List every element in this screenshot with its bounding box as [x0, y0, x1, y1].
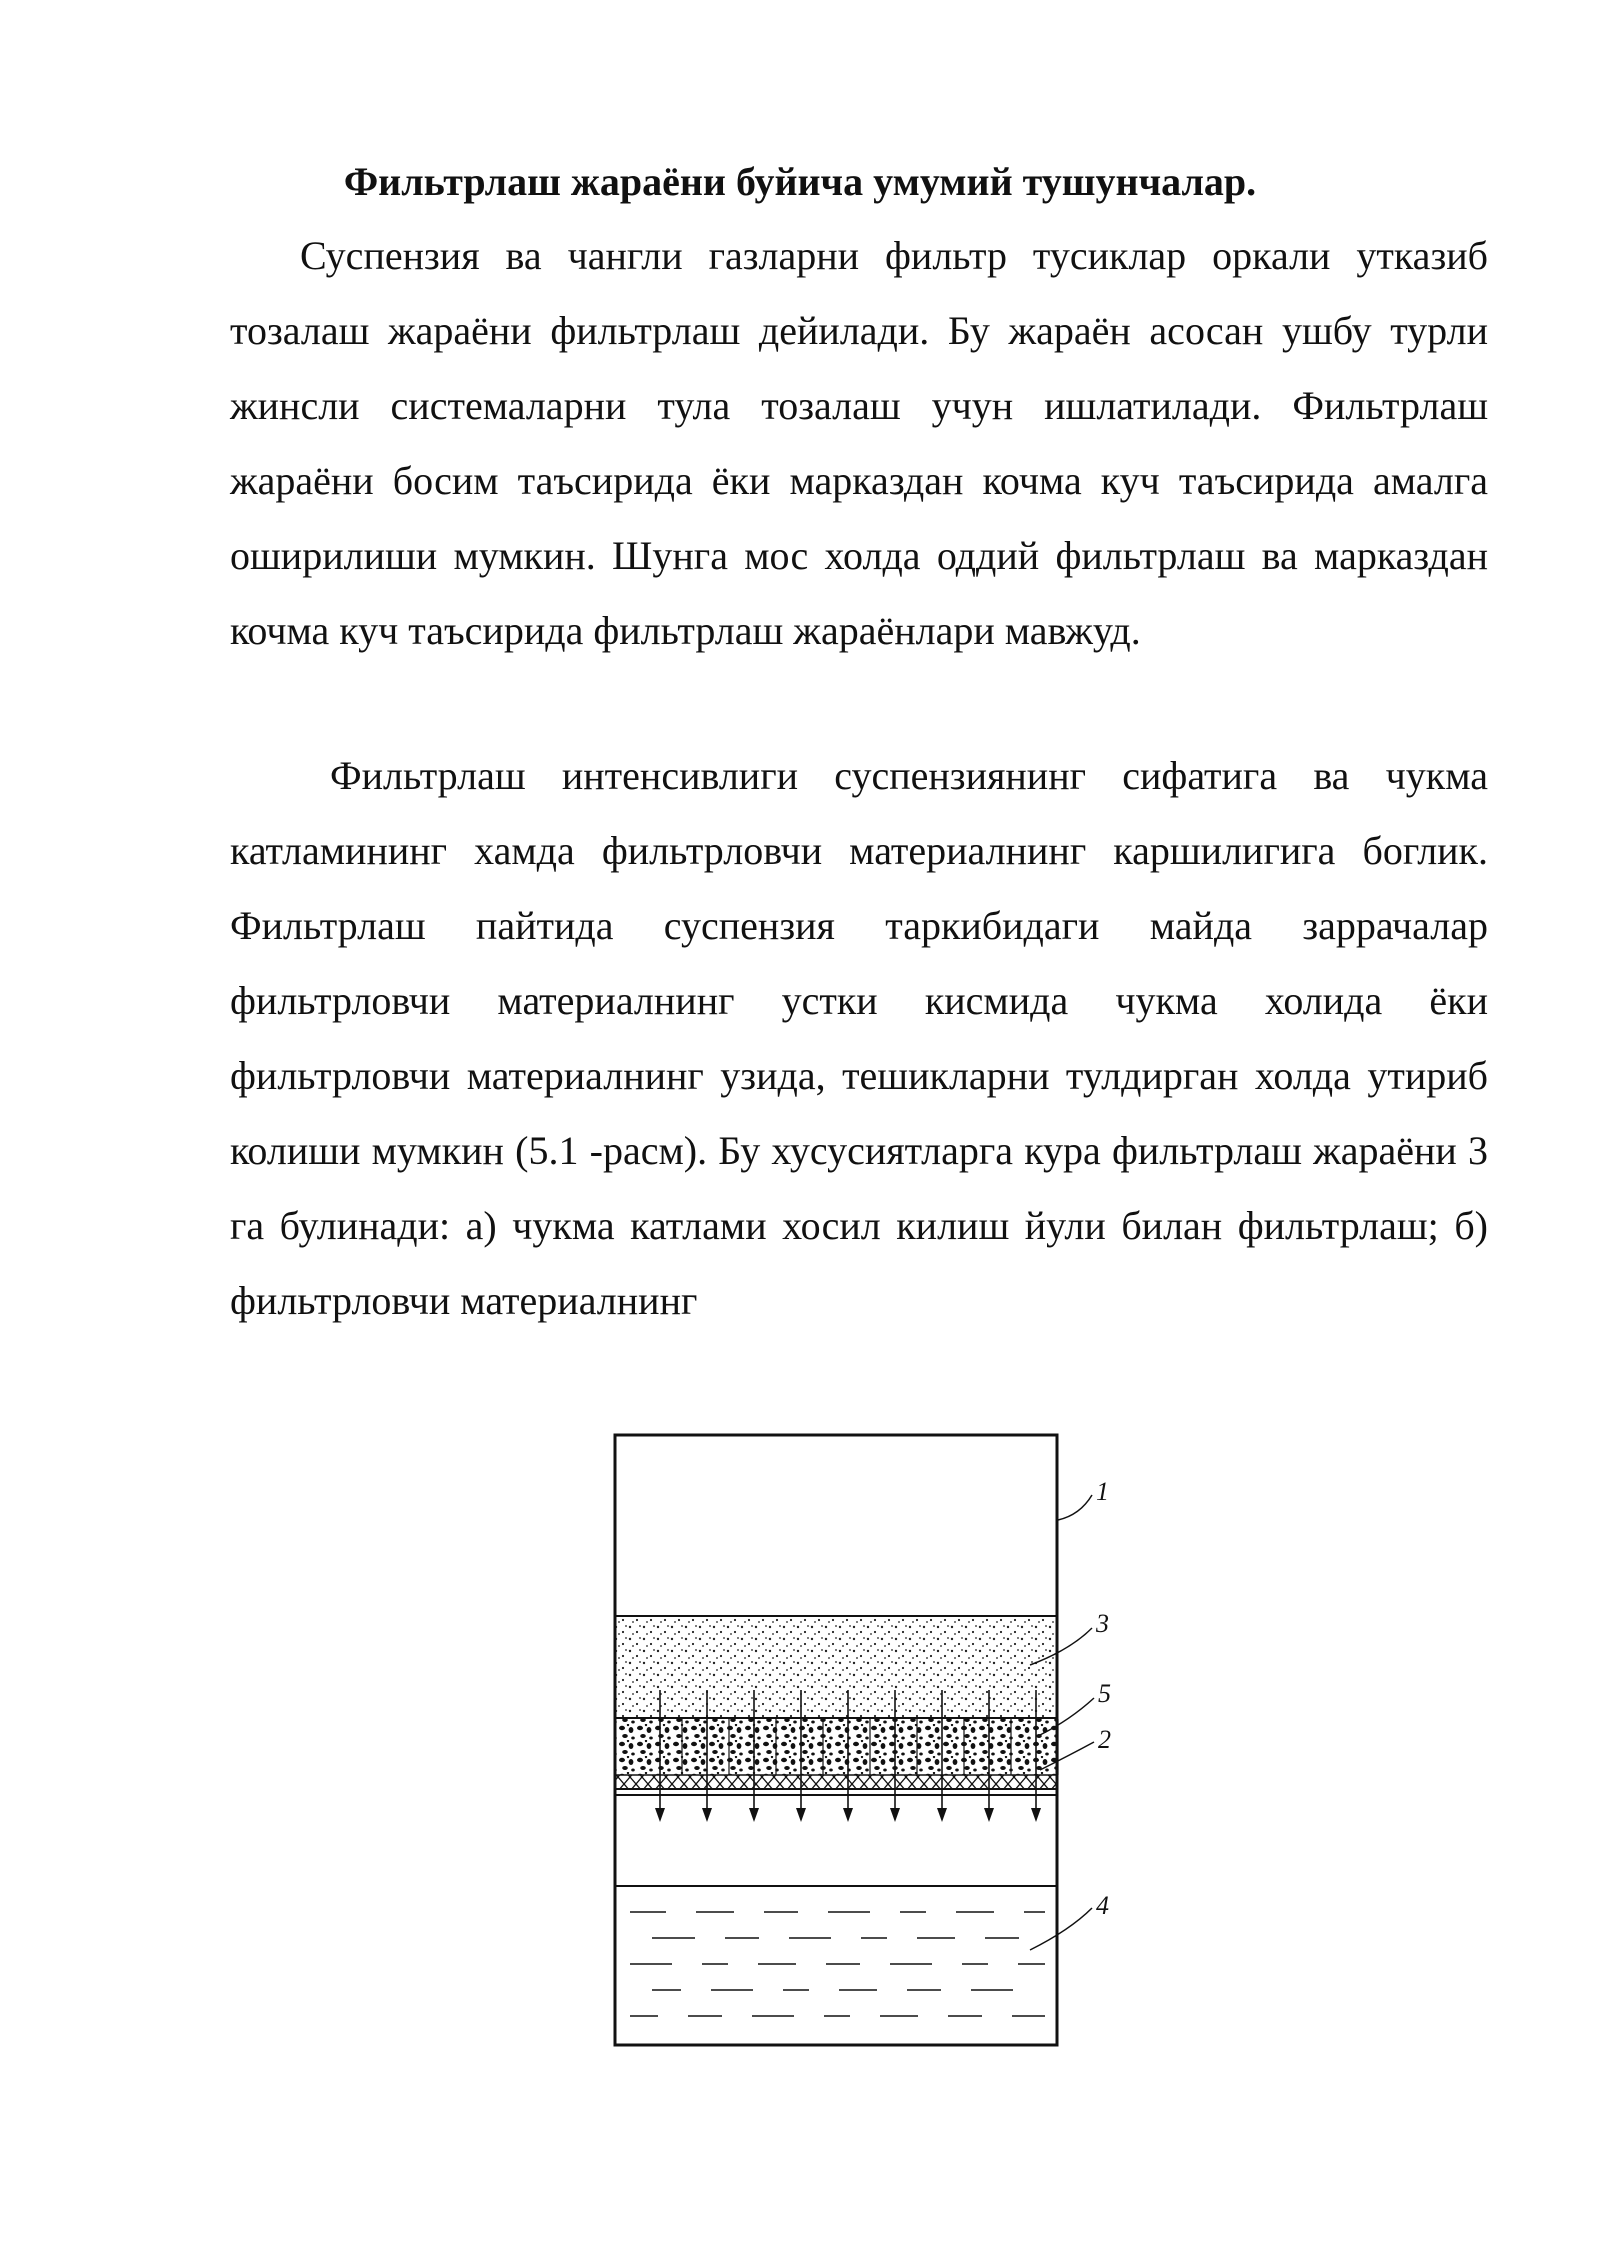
label-4: 4	[1096, 1891, 1109, 1920]
filtrate-liquid	[630, 1912, 1045, 2016]
flow-arrow-head	[890, 1808, 900, 1822]
label-3: 3	[1096, 1609, 1109, 1638]
paragraph-1: Суспензия ва чангли газларни фильтр тусиклар оркали утказиб тозалаш жараёни фильтрлаш дейилади. Бу жараён асосан ушбу турли жинсли системаларни тула тозалаш учун ишлатилади. Фильтрлаш жараёни босим таъсирида ёки марказдан кочма куч таъсирида амалга оширилиши мумкин. Шунга мос холда оддий фильтрлаш ва марказдан кочма куч таъсирида фильтрлаш жараёнлари мавжуд.	[230, 233, 1488, 653]
sediment-layer	[616, 1616, 1056, 1718]
flow-arrow-head	[1031, 1808, 1041, 1822]
leader-line-1	[1058, 1495, 1092, 1520]
flow-arrow-head	[702, 1808, 712, 1822]
flow-arrow-head	[749, 1808, 759, 1822]
flow-arrow-head	[843, 1808, 853, 1822]
filter-mesh	[616, 1775, 1056, 1789]
flow-arrow-head	[796, 1808, 806, 1822]
paragraph-2: Фильтрлаш интенсивлиги суспензиянинг сифатига ва чукма катламининг хамда фильтрловчи материалнинг каршилигига боглик. Фильтрлаш пайтида суспензия таркибидаги майда заррачалар фильтрловчи материалнинг устки кисмида чукма холида ёки фильтрловчи материалнинг узида, тешикларни тулдирган холда утириб колиши мумкин (5.1 -расм). Бу хусусиятларга кура фильтрлаш жараёни 3 га булинади: а) чукма катлами хосил килиш йули билан фильтрлаш; б) фильтрловчи материалнинг	[230, 753, 1488, 1323]
page-title: Фильтрлаш жараёни буйича умумий тушунчалар.	[343, 159, 1257, 204]
flow-arrow-head	[655, 1808, 665, 1822]
flow-arrow-head	[984, 1808, 994, 1822]
leader-line-4	[1030, 1908, 1092, 1950]
flow-arrow-head	[937, 1808, 947, 1822]
label-5: 5	[1098, 1679, 1111, 1708]
filter-diagram	[600, 1420, 1160, 2060]
label-2: 2	[1098, 1725, 1111, 1754]
label-1: 1	[1096, 1477, 1109, 1506]
